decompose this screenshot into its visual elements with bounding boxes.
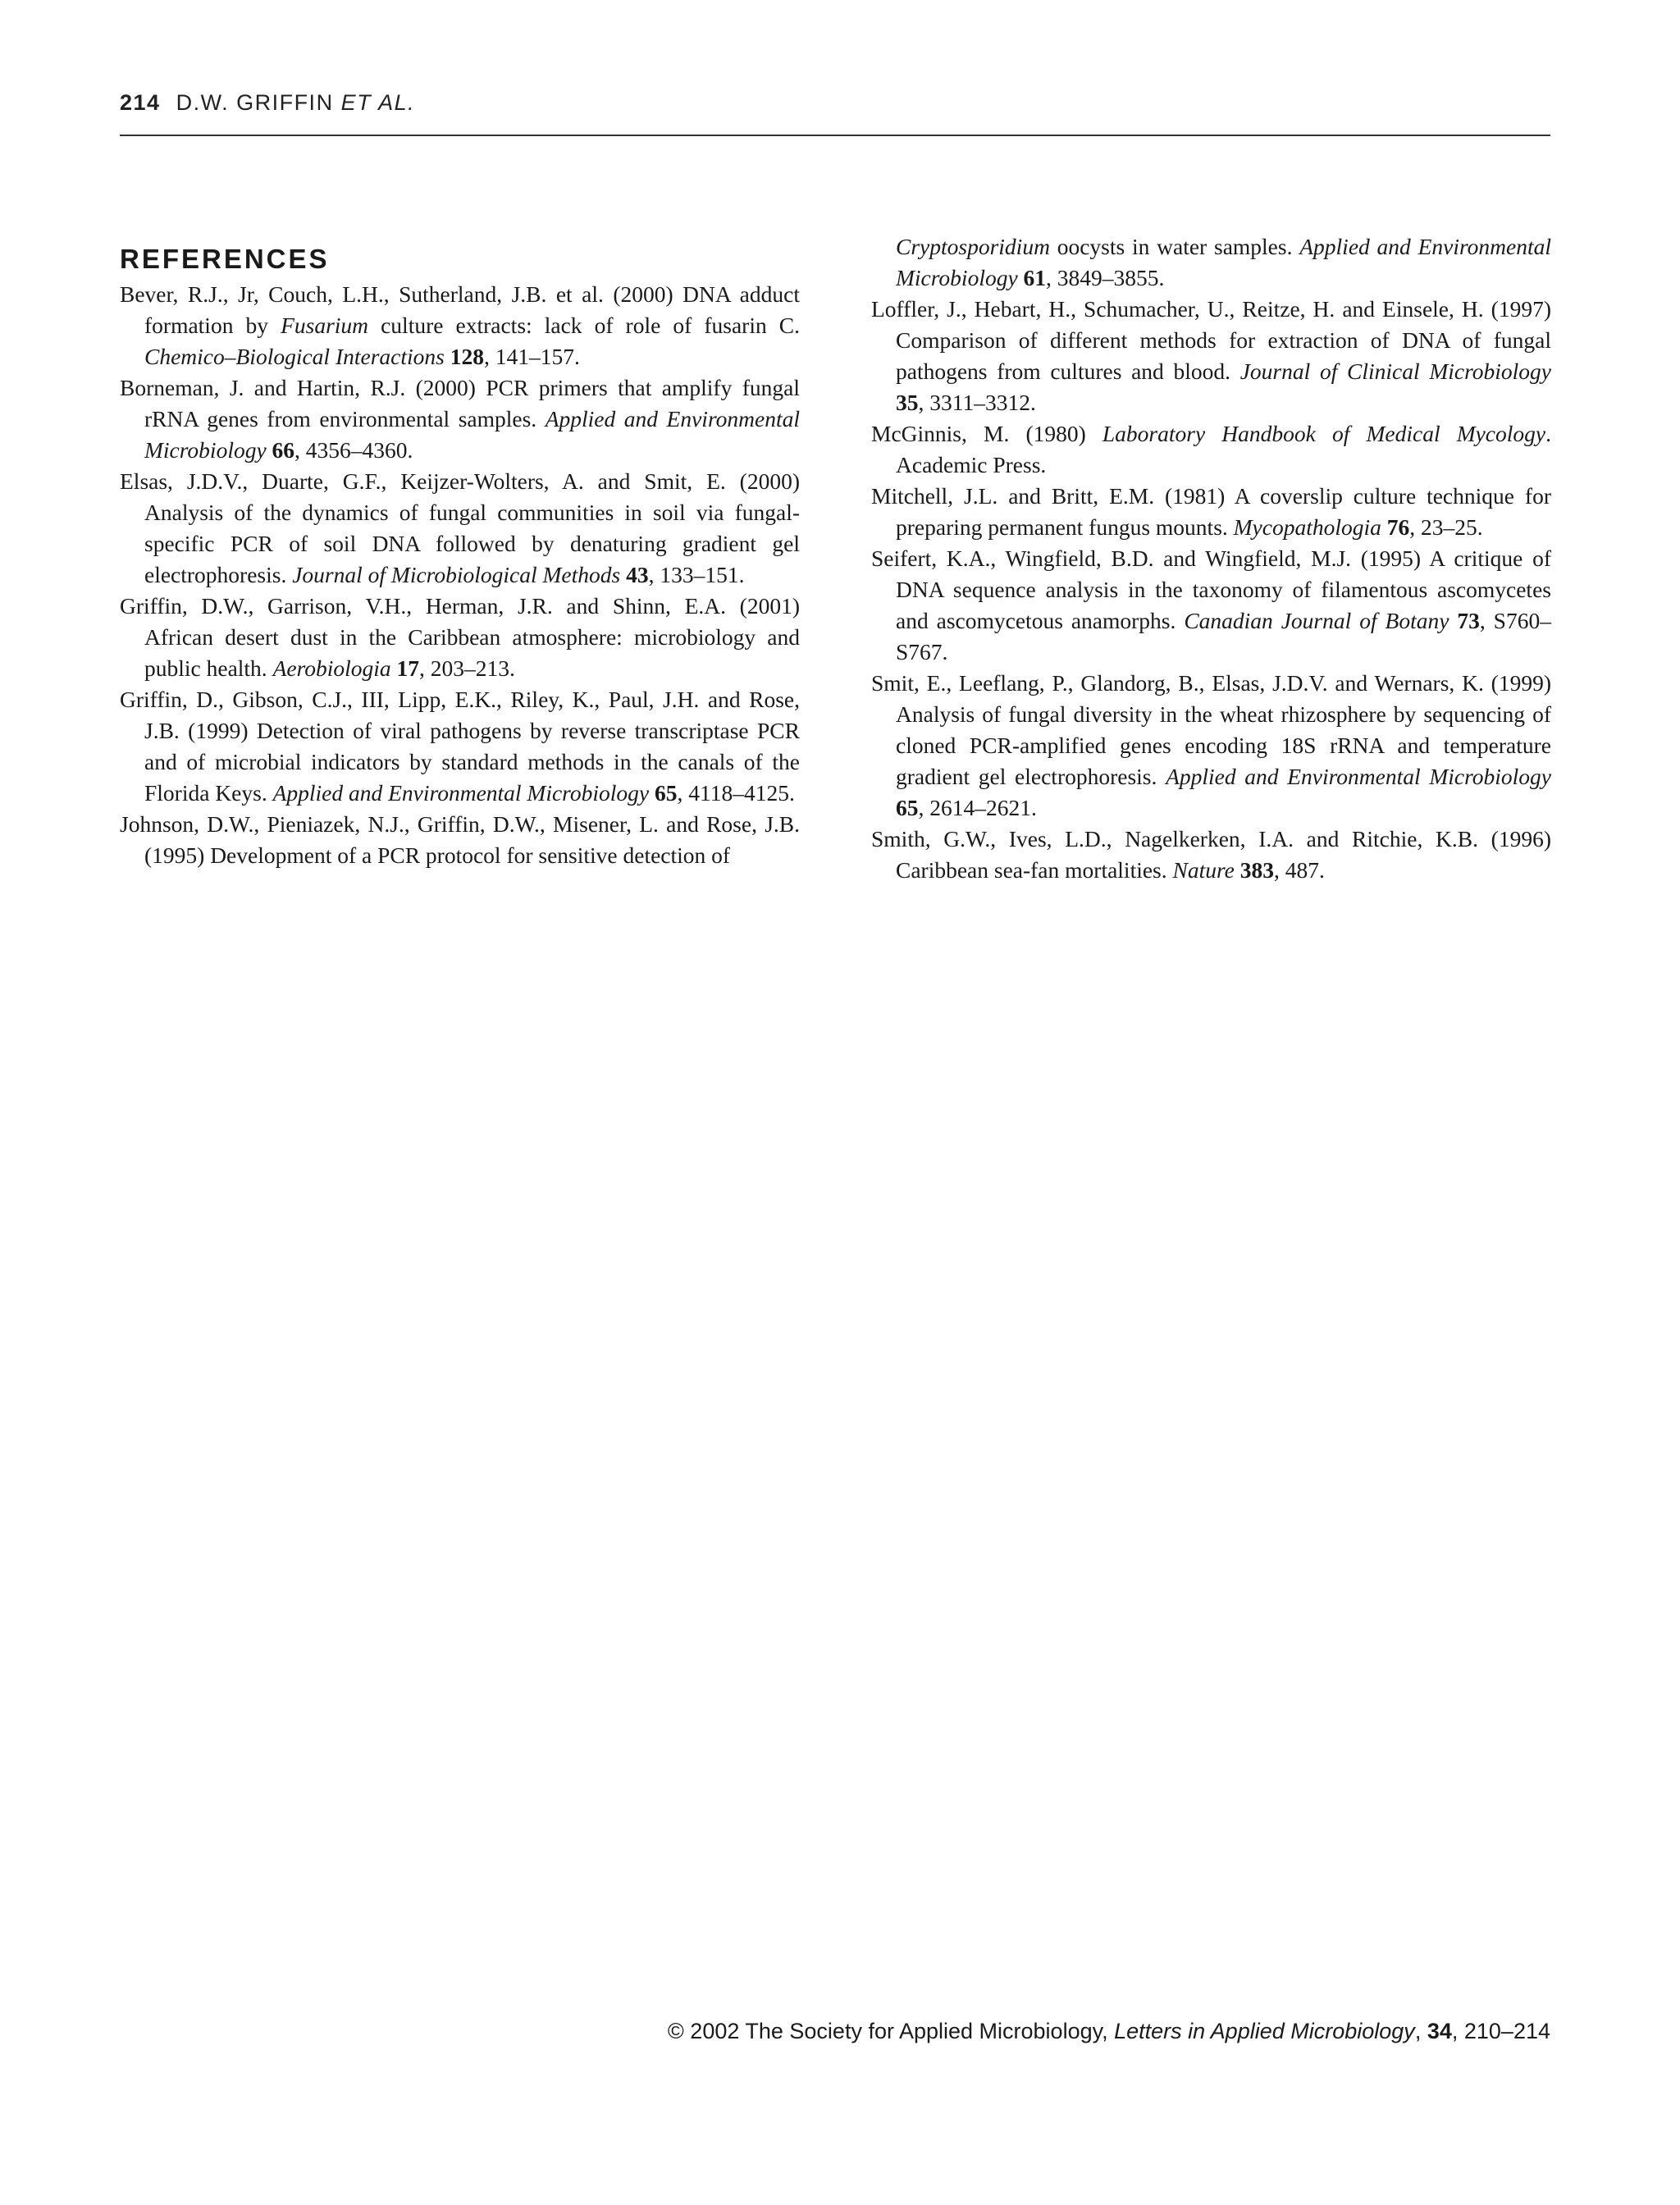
reference-book-title: Laboratory Handbook of Medical Mycology	[1102, 421, 1546, 446]
reference-pages: , 23–25.	[1409, 514, 1483, 540]
reference-text: Borneman, J. and Hartin, R.J. (2000) PCR primers that amplify fungal rRNA genes from environmental samples.	[120, 375, 800, 431]
reference-text: McGinnis, M. (1980)	[871, 421, 1102, 446]
reference-text: Smit, E., Leeflang, P., Glandorg, B., Elsas, J.D.V. and Wernars, K. (1999) Analysis of fungal diversity in the wheat rhizosphere by sequencing of cloned PCR-amplified genes encoding 18S rRNA and temperature gradient gel electrophoresis.	[871, 670, 1551, 789]
references-right-column	[871, 231, 1551, 886]
reference-continuation	[871, 231, 1551, 294]
reference-pages: , 487.	[1274, 857, 1325, 883]
reference-volume: 65	[896, 795, 919, 820]
reference-item	[871, 418, 1551, 481]
reference-journal: Nature	[1172, 857, 1235, 883]
reference-pages: , 3849–3855.	[1046, 265, 1165, 290]
reference-item	[120, 809, 800, 871]
header-authors: D.W. GRIFFIN	[176, 90, 341, 115]
header-rule	[120, 135, 1550, 136]
reference-text: culture extracts: lack of role of fusarin C.	[368, 313, 800, 338]
reference-organism: Cryptosporidium	[896, 234, 1050, 259]
reference-pages: , 141–157.	[483, 344, 580, 369]
footer-volume: 34	[1427, 2019, 1452, 2043]
reference-volume: 17	[396, 655, 420, 681]
reference-pages: , 133–151.	[648, 562, 745, 587]
reference-journal: Canadian Journal of Botany	[1184, 608, 1449, 633]
reference-pages: , 203–213.	[419, 655, 515, 681]
reference-volume: 66	[272, 437, 295, 463]
reference-volume: 43	[626, 562, 649, 587]
reference-text: Griffin, D.W., Garrison, V.H., Herman, J.R. and Shinn, E.A. (2001) African desert dust in the Caribbean atmosphere: microbiology and public health.	[120, 593, 800, 681]
running-header	[120, 90, 1550, 116]
page-number: 214	[120, 90, 161, 115]
reference-volume: 65	[654, 780, 678, 806]
reference-item	[871, 668, 1551, 824]
footer-journal: Letters in Applied Microbiology	[1114, 2019, 1415, 2043]
reference-item	[120, 279, 800, 372]
reference-text: Elsas, J.D.V., Duarte, G.F., Keijzer-Wolters, A. and Smit, E. (2000) Analysis of the dynamics of fungal communities in soil via fungal-specific PCR of soil DNA followed by denaturing gradient gel electrophoresis.	[120, 468, 800, 587]
reference-volume: 61	[1023, 265, 1047, 290]
reference-text	[445, 344, 450, 369]
reference-item	[120, 684, 800, 809]
reference-text: oocysts in water samples.	[1049, 234, 1300, 259]
reference-pages: , 4118–4125.	[677, 780, 795, 806]
reference-item	[871, 294, 1551, 418]
reference-journal: Chemico–Biological Interactions	[144, 344, 445, 369]
reference-journal: Journal of Microbiological Methods	[292, 562, 621, 587]
copyright-footer	[668, 2019, 1550, 2044]
reference-pages: , 4356–4360.	[294, 437, 413, 463]
reference-publisher: . Academic Press.	[896, 421, 1551, 477]
reference-journal: Applied and Environmental Microbiology	[144, 406, 800, 463]
reference-journal: Mycopathologia	[1233, 514, 1381, 540]
reference-volume: 76	[1386, 514, 1410, 540]
reference-journal: Applied and Environmental Microbiology	[896, 234, 1551, 290]
reference-pages: , 3311–3312.	[918, 390, 1036, 415]
reference-text: Griffin, D., Gibson, C.J., III, Lipp, E.K., Riley, K., Paul, J.H. and Rose, J.B. (1999) Detection of viral pathogens by reverse transcriptase PCR and of microbial indicators by standard methods in the canals of the Florida Keys.	[120, 687, 800, 806]
reference-journal: Aerobiologia	[272, 655, 391, 681]
reference-text: Johnson, D.W., Pieniazek, N.J., Griffin, D.W., Misener, L. and Rose, J.B. (1995) Development of a PCR protocol for sensitive detection of	[120, 811, 800, 868]
reference-text: Mitchell, J.L. and Britt, E.M. (1981) A coverslip culture technique for preparing permanent fungus mounts.	[871, 483, 1551, 540]
references-heading: REFERENCES	[120, 244, 330, 274]
reference-text: Smith, G.W., Ives, L.D., Nagelkerken, I.A. and Ritchie, K.B. (1996) Caribbean sea-fan mortalities.	[871, 826, 1551, 883]
reference-item	[120, 372, 800, 466]
reference-item	[871, 481, 1551, 543]
reference-item	[120, 466, 800, 591]
header-et-al: ET AL.	[340, 90, 416, 115]
reference-volume: 73	[1457, 608, 1480, 633]
reference-pages: , S760–S767.	[896, 608, 1551, 664]
reference-journal: Journal of Clinical Microbiology	[1239, 358, 1551, 384]
reference-item	[871, 824, 1551, 886]
footer-pages: , 210–214	[1451, 2019, 1550, 2043]
reference-text: Seifert, K.A., Wingfield, B.D. and Wingfield, M.J. (1995) A critique of DNA sequence analysis in the taxonomy of filamentous ascomycetes and ascomycetous anamorphs.	[871, 546, 1551, 633]
footer-copyright: © 2002 The Society for Applied Microbiology,	[667, 2019, 1115, 2043]
reference-organism: Fusarium	[281, 313, 369, 338]
reference-item	[120, 591, 800, 684]
reference-volume: 35	[896, 390, 919, 415]
reference-volume: 383	[1239, 857, 1275, 883]
reference-text: Bever, R.J., Jr, Couch, L.H., Sutherland, J.B. et al. (2000) DNA adduct formation by	[120, 281, 800, 338]
references-left-column	[120, 279, 800, 871]
reference-volume: 128	[450, 344, 484, 369]
footer-separator: ,	[1414, 2019, 1427, 2043]
reference-text: Loffler, J., Hebart, H., Schumacher, U., Reitze, H. and Einsele, H. (1997) Comparison of different methods for extraction of DNA of fungal pathogens from cultures and blood.	[871, 296, 1551, 384]
reference-item	[871, 543, 1551, 668]
reference-journal: Applied and Environmental Microbiology	[1166, 764, 1551, 789]
reference-journal: Applied and Environmental Microbiology	[272, 780, 650, 806]
reference-pages: , 2614–2621.	[918, 795, 1037, 820]
